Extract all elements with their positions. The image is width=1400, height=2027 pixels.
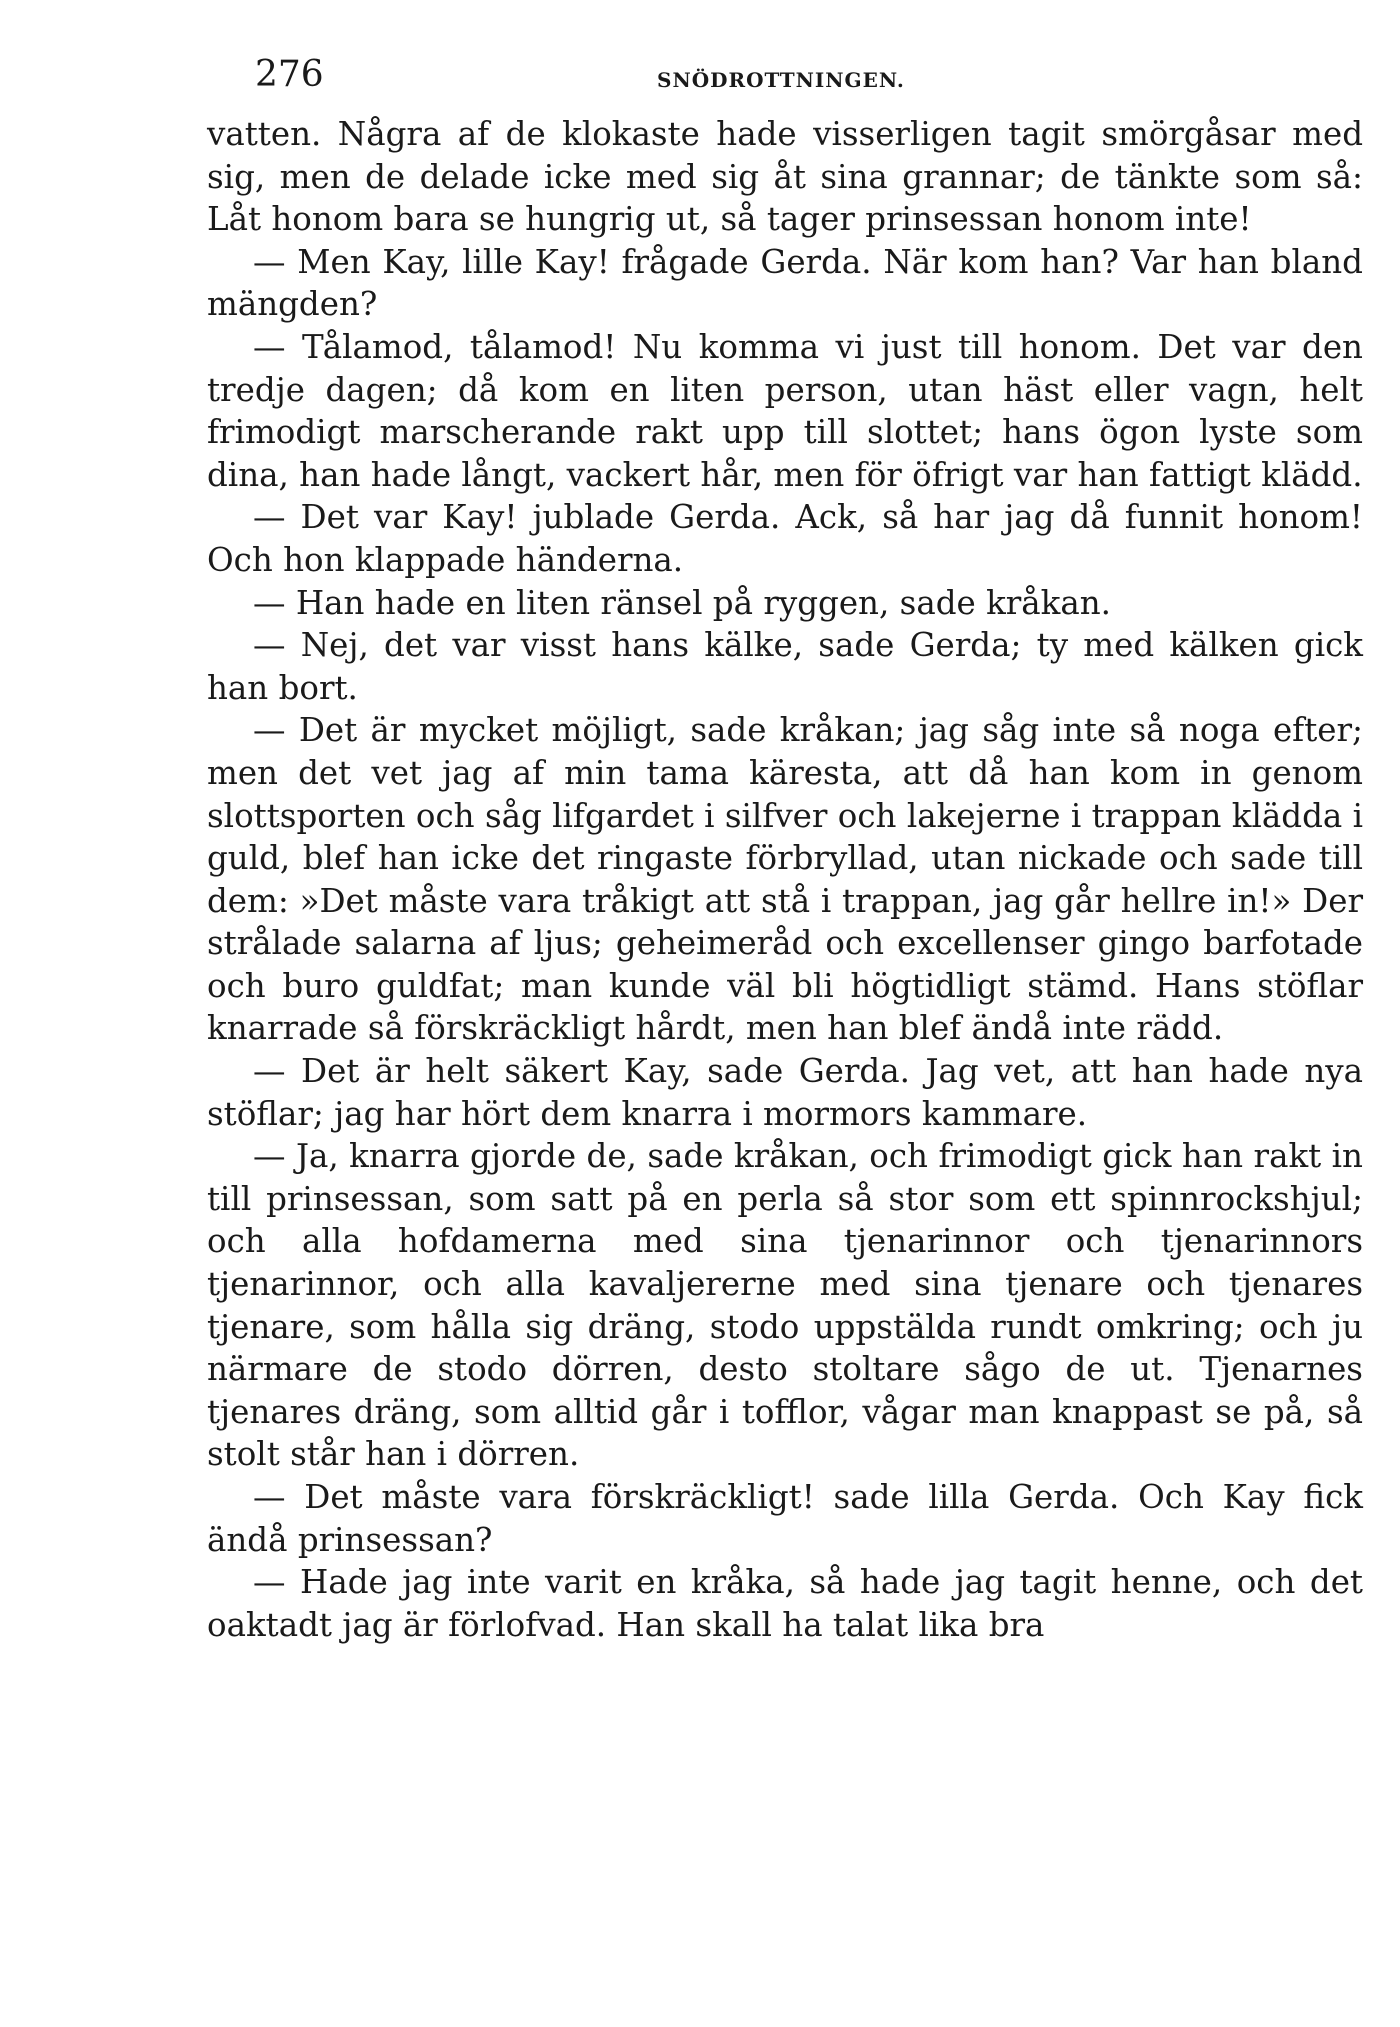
paragraph: — Det är mycket möjligt, sade kråkan; jag såg inte så noga efter; men det vet jag af min tama käresta, att då han kom in genom slottsporten och såg lifgardet i silfver och lakejerne i trappan klädda i guld, blef han icke det ringaste förbryllad, utan nickade och sade till dem: »Det måste vara tråkigt att stå i trappan, jag går hellre in!» Der strålade salarna af ljus; geheimeråd och excellenser gingo barfotade och buro guldfat; man kunde väl bli högtidligt stämd. Hans stöflar knarrade så förskräckligt hårdt, men han blef ändå inte rädd. xyxy=(207,711,1363,1048)
paragraph: — Ja, knarra gjorde de, sade kråkan, och frimodigt gick han rakt in till prinsessan, som satt på en perla så stor som ett spinnrockshjul; och alla hofdamerna med sina tjenarinnor och tjenarinnors tjenarinnor, och alla kavaljererne med sina tjenare och tjenares tjenare, som hålla sig dräng, stodo uppstälda rundt omkring; och ju närmare de stodo dörren, desto stoltare sågo de ut. Tjenarnes tjenares dräng, som alltid går i tofflor, vågar man knappast se på, så stolt står han i dörren. xyxy=(207,1137,1363,1474)
running-title: SNÖDROTTNINGEN. xyxy=(657,68,905,92)
page-header xyxy=(207,50,1363,110)
paragraph: — Men Kay, lille Kay! frågade Gerda. När kom han? Var han bland mängden? xyxy=(207,242,1363,324)
book-page xyxy=(207,50,1363,1646)
paragraph: vatten. Några af de klokaste hade visserligen tagit smörgåsar med sig, men de delade icke med sig åt sina grannar; de tänkte som så: Låt honom bara se hungrig ut, så tager prinsessan honom inte! xyxy=(207,115,1363,239)
paragraph: — Tålamod, tålamod! Nu komma vi just till honom. Det var den tredje dagen; då kom en liten person, utan häst eller vagn, helt frimodigt marscherande rakt upp till slottet; hans ögon lyste som dina, han hade långt, vackert hår, men för öfrigt var han fattigt klädd. xyxy=(207,327,1363,494)
paragraph: — Nej, det var visst hans kälke, sade Gerda; ty med kälken gick han bort. xyxy=(207,626,1363,707)
body-text xyxy=(207,113,1363,1646)
paragraph: — Det var Kay! jublade Gerda. Ack, så har jag då funnit honom! Och hon klappade händerna. xyxy=(207,498,1363,579)
paragraph: — Det är helt säkert Kay, sade Gerda. Jag vet, att han hade nya stöflar; jag har hört dem knarra i mormors kammare. xyxy=(207,1052,1363,1133)
page-number: 276 xyxy=(255,54,324,95)
paragraph: — Han hade en liten ränsel på ryggen, sade kråkan. xyxy=(253,583,1112,622)
paragraph: — Det måste vara förskräckligt! sade lilla Gerda. Och Kay fick ändå prinsessan? xyxy=(207,1478,1363,1559)
paragraph: — Hade jag inte varit en kråka, så hade jag tagit henne, och det oaktadt jag är förlofvad. Han skall ha talat lika bra xyxy=(207,1563,1363,1644)
